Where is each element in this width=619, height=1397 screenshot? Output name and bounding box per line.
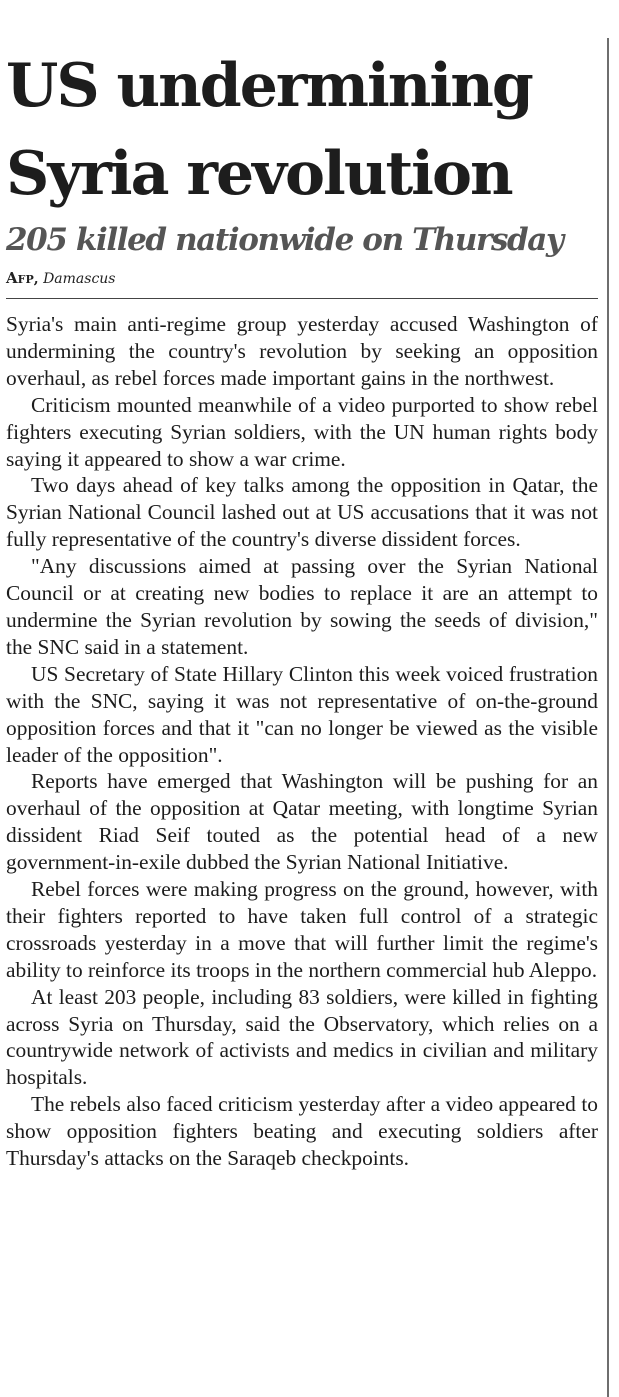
paragraph: Reports have emerged that Washington will be pushing for an overhaul of the opposition at Qatar meeting, with longtime Syrian dissident Riad Seif touted as the potential head of a new government-in-exile dubbed the Syrian National Initiative. — [6, 769, 598, 875]
paragraph: The rebels also faced criticism yesterday after a video appeared to show opposition fighters beating and executing soldiers after Thursday's attacks on the Saraqeb checkpoints. — [6, 1092, 598, 1171]
paragraph: At least 203 people, including 83 soldiers, were killed in fighting across Syria on Thursday, said the Observatory, which relies on a countrywide network of activists and medics in civilian and military hospitals. — [6, 984, 598, 1090]
article-body — [6, 311, 598, 1172]
paragraph: Two days ahead of key talks among the opposition in Qatar, the Syrian National Council lashed out at US accusations that it was not fully representative of the country's diverse dissident forces. — [6, 473, 598, 552]
headline: US undermining Syria revolution — [6, 51, 532, 209]
byline-agency: Afp — [6, 269, 34, 287]
byline-separator: , — [33, 271, 39, 287]
paragraph: US Secretary of State Hillary Clinton this week voiced frustration with the SNC, saying it was not representative of on-the-ground opposition forces and that it "can no longer be viewed as the visible leader of the opposition". — [6, 661, 598, 767]
paragraph: Criticism mounted meanwhile of a video purported to show rebel fighters executing Syrian soldiers, with the UN human rights body saying it appeared to show a war crime. — [6, 392, 598, 471]
paragraph: Syria's main anti-regime group yesterday accused Washington of undermining the country's revolution by seeking an opposition overhaul, as rebel forces made important gains in the northwest. — [6, 312, 598, 390]
column-rule — [607, 38, 609, 1397]
byline-location: Damascus — [43, 271, 116, 287]
paragraph: "Any discussions aimed at passing over the Syrian National Council or at creating new bodies to replace it are an attempt to undermine the Syrian revolution by sowing the seeds of division," the SNC said in a statement. — [6, 554, 598, 659]
byline-divider — [6, 298, 598, 299]
news-article — [6, 0, 598, 1397]
paragraph: Rebel forces were making progress on the ground, however, with their fighters reported to have taken full control of a strategic crossroads yesterday in a move that will further limit the regime's ability to reinforce its troops in the northern commercial hub Aleppo. — [6, 877, 598, 982]
subheadline: 205 killed nationwide on Thursday — [6, 222, 563, 258]
byline — [6, 267, 598, 290]
